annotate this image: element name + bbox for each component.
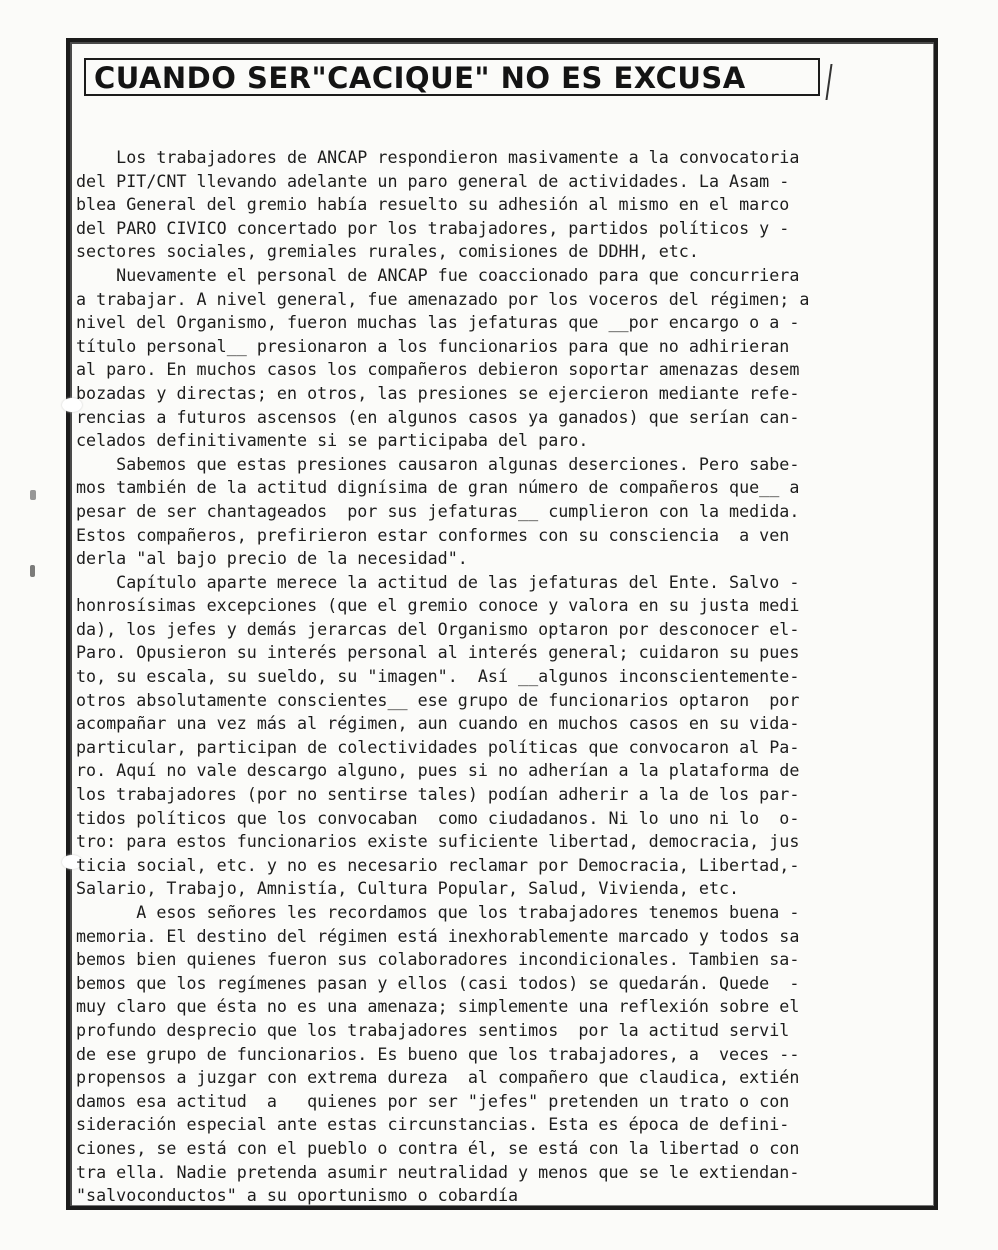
text-line: tro: para estos funcionarios existe suficiente libertad, democracia, jus (76, 831, 800, 852)
text-line: del PARO CIVICO concertado por los trabajadores, partidos políticos y - (76, 217, 790, 238)
text-line: profundo desprecio que los trabajadores sentimos por la actitud servil (76, 1019, 790, 1040)
text-line: Los trabajadores de ANCAP respondieron masivamente a la convocatoria (76, 147, 800, 167)
text-line: da), los jefes y demás jerarcas del Organismo optaron por desconocer el- (76, 618, 800, 639)
text-line: blea General del gremio había resuelto su adhesión al mismo en el marco (76, 194, 790, 215)
text-line: Estos compañeros, prefirieron estar conformes con su consciencia a ven (76, 524, 790, 545)
text-line: título personal__ presionaron a los funcionarios para que no adhirieran (76, 335, 790, 356)
text-line: bemos bien quienes fueron sus colaboradores incondicionales. Tambien sa- (76, 949, 800, 970)
article-body (76, 146, 932, 1231)
text-line (76, 1208, 932, 1232)
text-line: mos también de la actitud dignísima de gran número de compañeros que__ a (76, 477, 800, 498)
text-line: acompañar una vez más al régimen, aun cuando en muchos casos en su vida- (76, 713, 800, 734)
text-line: pesar de ser chantageados por sus jefaturas__ cumplieron con la medida. (76, 500, 800, 521)
text-line: derla "al bajo precio de la necesidad". (76, 548, 468, 569)
text-line: Capítulo aparte merece la actitud de las jefaturas del Ente. Salvo - (76, 571, 800, 592)
text-line: celados definitivamente si se participaba del paro. (76, 430, 589, 451)
text-line: de ese grupo de funcionarios. Es bueno que los trabajadores, a veces -- (76, 1043, 800, 1064)
text-line: tidos políticos que los convocaban como ciudadanos. Ni lo uno ni lo o- (76, 807, 800, 828)
text-line: ciones, se está con el pueblo o contra él, se está con la libertad o con (76, 1137, 800, 1158)
text-line: los trabajadores (por no sentirse tales) podían adherir a la de los par- (76, 784, 800, 805)
text-line: Nuevamente el personal de ANCAP fue coaccionado para que concurriera (76, 264, 800, 285)
text-line: muy claro que ésta no es una amenaza; simplemente una reflexión sobre el (76, 996, 800, 1017)
text-line: particular, participan de colectividades políticas que convocaron al Pa- (76, 736, 800, 757)
text-line: propensos a juzgar con extrema dureza al compañero que claudica, extién (76, 1067, 800, 1088)
text-line: tra ella. Nadie pretenda asumir neutralidad y menos que se le extiendan- (76, 1161, 800, 1182)
text-line: a trabajar. A nivel general, fue amenazado por los voceros del régimen; a (76, 288, 810, 309)
text-line: rencias a futuros ascensos (en algunos casos ya ganados) que serían can- (76, 406, 800, 427)
text-line: otros absolutamente conscientes__ ese grupo de funcionarios optaron por (76, 689, 800, 710)
text-line: ro. Aquí no vale descargo alguno, pues si no adherían a la plataforma de (76, 760, 800, 781)
text-line: Salario, Trabajo, Amnistía, Cultura Popular, Salud, Vivienda, etc. (76, 878, 740, 899)
text-line: to, su escala, su sueldo, su "imagen". Así __algunos inconscientemente- (76, 666, 800, 687)
text-line: sectores sociales, gremiales rurales, comisiones de DDHH, etc. (76, 241, 699, 262)
text-line: damos esa actitud a quienes por ser "jefes" pretenden un trato o con (76, 1090, 790, 1111)
text-line: bozadas y directas; en otros, las presiones se ejercieron mediante refe- (76, 382, 800, 403)
margin-mark (30, 490, 36, 500)
text-line: Sabemos que estas presiones causaron algunas deserciones. Pero sabe- (76, 453, 800, 474)
text-line: ticia social, etc. y no es necesario reclamar por Democracia, Libertad,- (76, 854, 800, 875)
text-line: honrosísimas excepciones (que el gremio conoce y valora en su justa medi (76, 595, 800, 616)
text-line: sideración especial ante estas circunstancias. Esta es época de defini- (76, 1114, 790, 1135)
margin-mark (30, 565, 35, 577)
text-line: bemos que los regímenes pasan y ellos (casi todos) se quedarán. Quede - (76, 972, 800, 993)
text-line: Paro. Opusieron su interés personal al interés general; cuidaron su pues (76, 642, 800, 663)
text-line: al paro. En muchos casos los compañeros debieron soportar amenazas desem (76, 359, 800, 380)
text-line: "salvoconductos" a su oportunismo o cobardía (76, 1185, 519, 1206)
page-title: CUANDO SER"CACIQUE" NO ES EXCUSA (84, 58, 820, 96)
text-line: nivel del Organismo, fueron muchas las jefaturas que __por encargo o a - (76, 312, 800, 333)
text-line: del PIT/CNT llevando adelante un paro general de actividades. La Asam - (76, 170, 790, 191)
text-line: memoria. El destino del régimen está inexhorablemente marcado y todos sa (76, 925, 800, 946)
text-line: A esos señores les recordamos que los trabajadores tenemos buena - (76, 902, 800, 922)
